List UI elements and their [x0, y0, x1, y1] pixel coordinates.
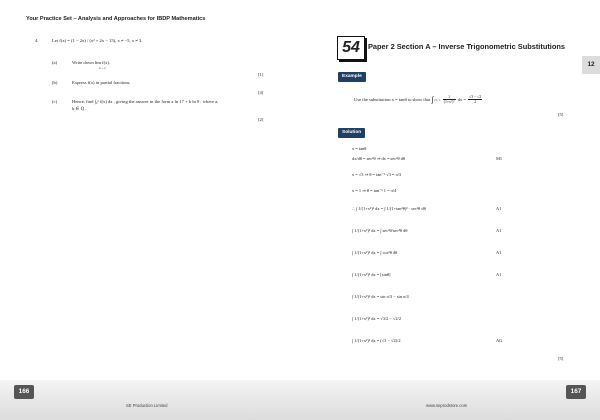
part-b-marks: [4] [258, 90, 264, 95]
solution-mark-5: A1 [496, 206, 502, 211]
right-page [300, 0, 600, 420]
part-c-label: (c) [52, 99, 58, 104]
solution-mark-2: M1 [496, 156, 503, 161]
solution-line-5: ∴ ∫ 1/(1+x²)² dx = ∫ 1/(1+tan²θ)² · sec²θ dθ [352, 206, 426, 211]
part-a-label: (a) [52, 60, 58, 65]
footer-band [0, 380, 300, 420]
question-stem: Let f(x) = (1 − 2x) / (x² + 2x − 15), x ≠ −5, x ≠ 3. [52, 38, 143, 43]
integral-limits: √3 / 1 [433, 97, 441, 102]
publisher-footer: SE Production Limited [126, 403, 168, 408]
solution-line-1: x = tanθ [352, 146, 367, 151]
part-b-label: (b) [52, 80, 58, 85]
solution-mark-8: A1 [496, 272, 502, 277]
solution-mark-6: A1 [496, 228, 502, 233]
solution-line-3: x = √3 ⇒ θ = tan⁻¹ √3 = π/3 [352, 172, 402, 177]
part-c-marks: [2] [258, 117, 264, 122]
solution-line-2: dx/dθ = sec²θ ⇒ dx = sec²θ dθ [352, 156, 405, 161]
example-text [354, 95, 483, 105]
example-integrand: $\frac{1}{\text{(1+x²)²}}$ [443, 95, 455, 105]
practice-set-header: Your Practice Set – Analysis and Approaches for IBDP Mathematics [26, 16, 206, 22]
integral-sign: ∫ [431, 94, 434, 104]
example-instruction: Use the substitution x = tanθ to show that [354, 96, 431, 102]
solution-line-4: x = 1 ⇒ θ = tan⁻¹ 1 = π/4 [352, 188, 397, 193]
solution-marks: [5] [558, 356, 564, 361]
section-number-badge: 54 [337, 36, 365, 60]
part-b-text: Express f(x) in partial fractions. [72, 80, 131, 85]
solution-label: Solution [338, 128, 365, 138]
solution-line-7: ∫ 1/(1+x²)² dx = ∫ cos²θ dθ [352, 250, 398, 255]
example-marks: [5] [558, 112, 564, 117]
chapter-side-tab: 12 [582, 56, 600, 74]
part-c-text: Hence, find ∫₀¹ f(x) dx , giving the answer in the form a ln 17 + b ln 9 , where a, [72, 99, 219, 104]
part-a-text: Write down lim f(x). [72, 60, 111, 65]
part-c-text-cont: b ∈ ℚ . [72, 106, 87, 111]
solution-line-11: ∫ 1/(1+x²)² dx = (√3 − √2)/2 [352, 338, 401, 343]
solution-mark-11: AG [496, 338, 503, 343]
store-url-footer: www.seprodstore.com [426, 403, 468, 408]
footer-band-right [300, 380, 600, 420]
example-label: Example [338, 72, 366, 82]
question-number: 4. [35, 38, 39, 43]
solution-line-10: ∫ 1/(1+x²)² dx = √3/2 − √2/2 [352, 316, 402, 321]
example-dx: dx = [457, 96, 466, 102]
page-number-right: 167 [566, 385, 586, 399]
solution-line-9: ∫ 1/(1+x²)² dx = sin π/3 − sin π/4 [352, 294, 409, 299]
section-title: Paper 2 Section A – Inverse Trigonometric Substitutions [368, 42, 565, 51]
part-a-marks: [1] [258, 72, 264, 77]
part-a-limit-subscript: x→∞ [99, 66, 107, 70]
solution-mark-7: A1 [496, 250, 502, 255]
page-number-left: 166 [14, 385, 34, 399]
solution-line-6: ∫ 1/(1+x²)² dx = ∫ sec²θ/sec⁴θ dθ [352, 228, 408, 233]
example-result: $\frac{√3 - √2}{2}$ [469, 95, 482, 105]
solution-line-8: ∫ 1/(1+x²)² dx = [sinθ] [352, 272, 391, 277]
